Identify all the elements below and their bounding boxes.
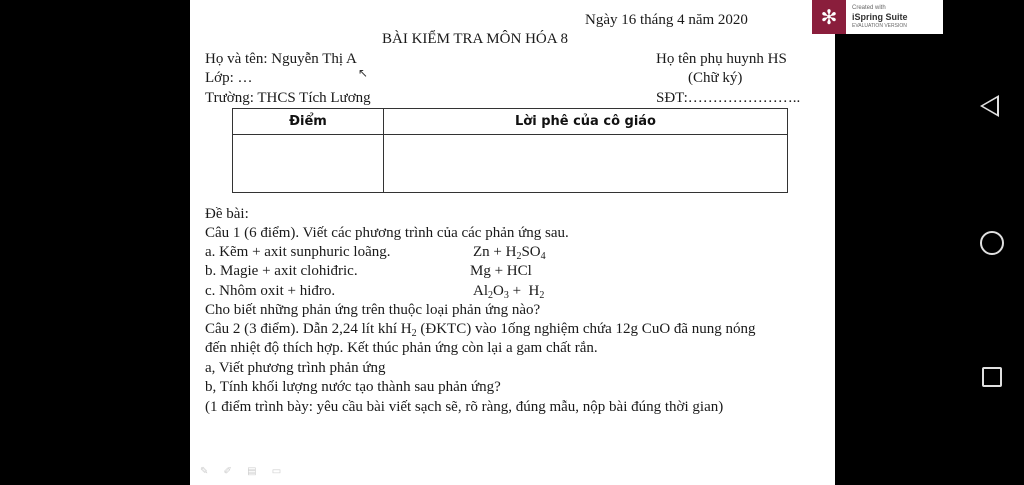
q1a-equation: $Zn + H_2SO_4$	[473, 244, 546, 262]
student-class: Lớp: …	[205, 70, 253, 86]
grade-cell	[233, 135, 384, 193]
home-button-icon[interactable]	[980, 231, 1004, 255]
question-1: Câu 1 (6 điểm). Viết các phương trình của các phản ứng sau.	[205, 225, 569, 241]
logo-edition: EVALUATION VERSION	[852, 22, 907, 29]
question-2-line2: đến nhiệt độ thích hợp. Kết thúc phản ứng còn lại a gam chất rắn.	[205, 340, 598, 356]
comment-cell	[384, 135, 788, 193]
comment-column-header: Lời phê của cô giáo	[384, 109, 788, 135]
ispring-watermark	[812, 0, 943, 34]
q1c-label: c. Nhôm oxit + hiđro.	[205, 283, 336, 299]
grade-column-header: Điểm	[233, 109, 384, 135]
parent-signature-label: (Chữ ký)	[688, 70, 743, 86]
parent-name-label: Họ tên phụ huynh HS	[656, 51, 787, 67]
grade-table	[232, 108, 788, 193]
q1-question: Cho biết những phản ứng trên thuộc loại phản ứng nào?	[205, 302, 541, 318]
question-2-line1: Câu 2 (3 điểm). Dẫn 2,24 lít khí $H_2$ (ĐKTC) vào 1ống nghiệm chứa 12g CuO đã nung nóng	[205, 321, 756, 339]
parent-phone-label: SĐT:…………………..	[656, 90, 801, 106]
logo-brand: iSpring Suite	[852, 11, 908, 22]
annotation-toolbar[interactable]: ✎ ✐ ▤ ▭	[200, 466, 288, 477]
q1c-equation: $Al_2O_3 + H_2$	[473, 283, 545, 301]
ispring-logo-icon: ✻	[812, 0, 846, 34]
student-school: Trường: THCS Tích Lương	[205, 90, 371, 106]
back-button-icon[interactable]	[980, 95, 999, 117]
presentation-note: (1 điểm trình bày: yêu cầu bài viết sạch sẽ, rõ ràng, đúng mẫu, nộp bài đúng thời gian)	[205, 399, 724, 415]
q1b-equation: Mg + HCl	[470, 263, 532, 279]
recent-apps-button-icon[interactable]	[982, 367, 1002, 387]
document-page	[190, 0, 835, 485]
student-name: Họ và tên: Nguyễn Thị A	[205, 51, 357, 67]
q1b-label: b. Magie + axit clohiđric.	[205, 263, 358, 279]
question-2b: b, Tính khối lượng nước tạo thành sau phản ứng?	[205, 379, 501, 395]
question-2a: a, Viết phương trình phản ứng	[205, 360, 386, 376]
q1a-label: a. Kẽm + axit sunphuric loãng.	[205, 244, 391, 260]
exam-date: Ngày 16 tháng 4 năm 2020	[585, 12, 748, 28]
mouse-cursor-icon: ↖	[358, 66, 369, 80]
exam-title: BÀI KIỂM TRA MÔN HÓA 8	[382, 31, 568, 47]
logo-created-with: Created with	[852, 4, 886, 11]
exam-heading: Đề bài:	[205, 206, 249, 222]
